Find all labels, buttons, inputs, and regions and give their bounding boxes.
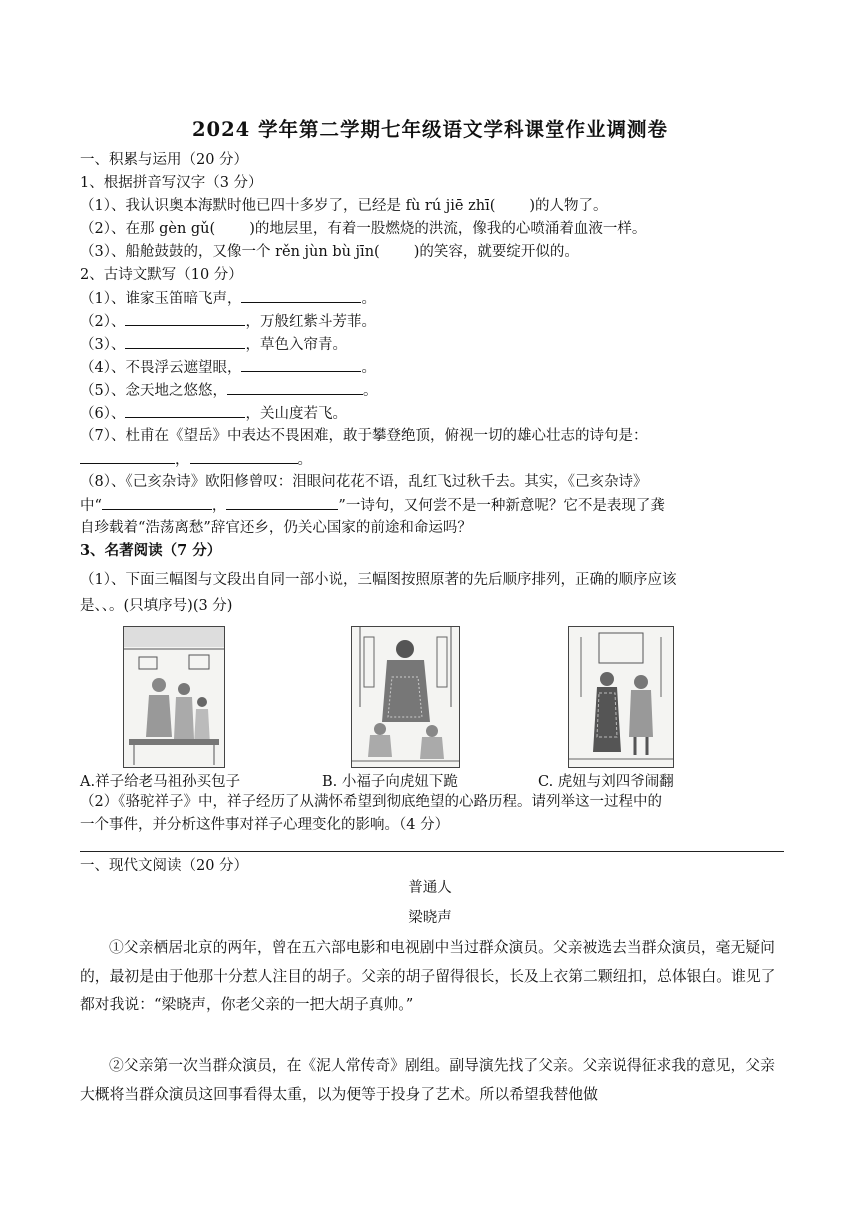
- section1-heading: 一、积累与运用（20 分）: [80, 152, 249, 168]
- divider: [80, 851, 784, 852]
- answer-blank[interactable]: [125, 403, 245, 418]
- q2-item-1: （1）、谁家玉笛暗飞声， 。: [80, 288, 376, 309]
- article-paragraph-1: ①父亲栖居北京的两年，曾在五六部电影和电视剧中当过群众演员。父亲被选去当群众演员，毫无疑问的，最初是由于他那十分惹人注目的胡子。父亲的胡子留得很长，长及上衣第二颗纽扣，总体银白。谁见了都对我说：“梁晓声，你老父亲的一把大胡子真帅。”: [80, 939, 776, 1013]
- illustration-c: [568, 626, 674, 768]
- illustration-b: [351, 626, 460, 768]
- q2-item-4: （4）、不畏浮云遮望眼， 。: [80, 357, 376, 378]
- q2-item-2: （2）、 ，万般红紫斗芳菲。: [80, 311, 376, 332]
- q2-item-6: （6）、 ，关山度若飞。: [80, 403, 347, 424]
- caption-b: B. 小福子向虎妞下跪: [322, 774, 458, 790]
- page-title: 2024 学年第二学期七年级语文学科课堂作业调测卷: [191, 118, 669, 141]
- caption-c: C. 虎妞与刘四爷闹翻: [538, 774, 674, 790]
- q2-item-5: （5）、念天地之悠悠， 。: [80, 380, 377, 401]
- q2-item-8-line3: 自珍载着“浩荡离愁”辞官还乡，仍关心国家的前途和命运吗？: [80, 520, 472, 536]
- illustration-a: [123, 626, 225, 768]
- q1-item-3: （3）、船舱鼓鼓的，又像一个 rěn jùn bù jīn( )的笑容，就要绽开似的。: [80, 244, 579, 260]
- answer-blank[interactable]: [80, 449, 175, 464]
- answer-blank[interactable]: [241, 288, 361, 303]
- q3-part2-line2: 一个事件，并分析这件事对祥子心理变化的影响。（4 分）: [80, 817, 450, 833]
- q1-heading: 1、根据拼音写汉字（3 分）: [80, 175, 263, 191]
- answer-blank[interactable]: [241, 357, 361, 372]
- q1-item-2: （2）、在那 gèn gǔ( )的地层里，有着一股燃烧的洪流，像我的心喷涌着血液一样。: [80, 221, 647, 237]
- q3-part1-line1: （1）、下面三幅图与文段出自同一部小说，三幅图按照原著的先后顺序排列，正确的顺序应该: [80, 572, 677, 588]
- q2-item-8-line2: 中“ ， ”一诗句，又何尝不是一种新意呢？它不是表现了龚: [80, 495, 665, 516]
- answer-blank[interactable]: [125, 334, 245, 349]
- q2-item-8: （8）、《己亥杂诗》欧阳修曾叹：泪眼问花花不语，乱红飞过秋千去。其实，《己亥杂诗》: [80, 474, 648, 490]
- article-paragraph-2: ②父亲第一次当群众演员，在《泥人常传奇》剧组。副导演先找了父亲。父亲说得征求我的意见，父亲大概将当群众演员这回事看得太重，以为便等于投身了艺术。所以希望我替他做: [80, 1057, 775, 1103]
- answer-blank[interactable]: [102, 495, 212, 510]
- q2-item-3: （3）、 ，草色入帘青。: [80, 334, 347, 355]
- q3-part2-line1: （2）《骆驼祥子》中，祥子经历了从满怀希望到彻底绝望的心路历程。请列举这一过程中的: [80, 794, 662, 810]
- article-author: 梁晓声: [408, 910, 452, 926]
- q2-item-7: （7）、杜甫在《望岳》中表达不畏困难，敢于攀登绝顶，俯视一切的雄心壮志的诗句是：: [80, 428, 648, 444]
- section2-heading: 一、现代文阅读（20 分）: [80, 858, 249, 874]
- answer-blank[interactable]: [227, 380, 363, 395]
- q3-part1-line2: 是、、。(只填序号)(3 分): [80, 598, 233, 614]
- q1-item-1: （1）、我认识奥本海默时他已四十多岁了，已经是 fù rú jiē zhī( )的人物了。: [80, 198, 608, 214]
- answer-blank[interactable]: [190, 449, 298, 464]
- q2-item-7-blanks: ， 。: [80, 449, 312, 470]
- caption-a: A.祥子给老马祖孙买包子: [80, 774, 241, 790]
- q3-heading: 3、名著阅读（7 分）: [80, 542, 222, 559]
- article-title: 普通人: [408, 880, 452, 896]
- answer-blank[interactable]: [226, 495, 338, 510]
- q2-heading: 2、古诗文默写（10 分）: [80, 267, 243, 283]
- answer-blank[interactable]: [125, 311, 245, 326]
